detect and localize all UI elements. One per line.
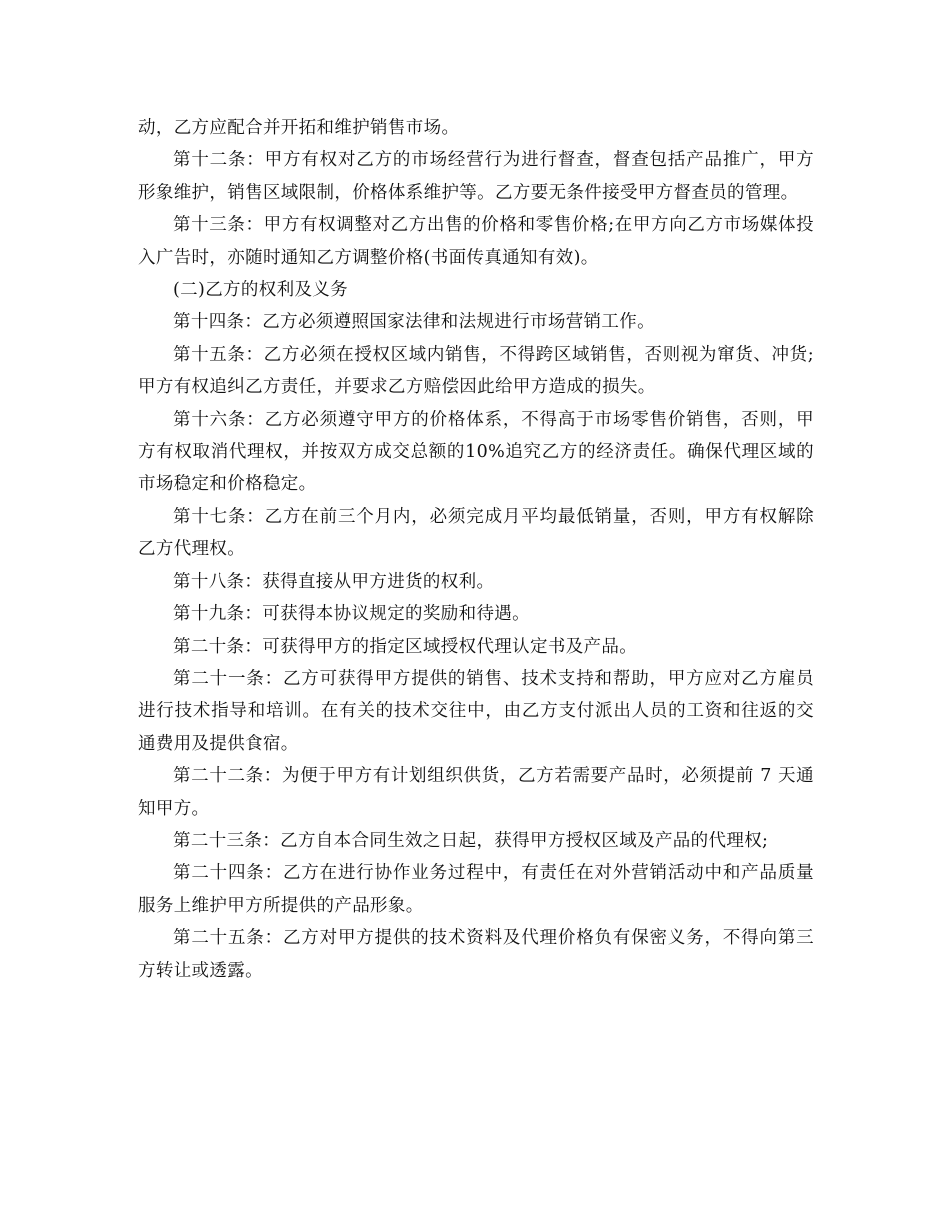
article-19: 第十九条：可获得本协议规定的奖励和待遇。 [173, 604, 530, 625]
article-25: 第二十五条：乙方对甲方提供的技术资料及代理价格负有保密义务，不得向第三方转让或透露。 [138, 928, 814, 981]
document-page [138, 112, 814, 987]
article-20: 第二十条：可获得甲方的指定区域授权代理认定书及产品。 [173, 636, 638, 657]
article-14: 第十四条：乙方必须遵照国家法律和法规进行市场营销工作。 [173, 312, 655, 333]
article-16: 第十六条：乙方必须遵守甲方的价格体系，不得高于市场零售价销售，否则，甲方有权取消代理权，并按双方成交总额的10%追究乙方的经济责任。确保代理区域的市场稳定和价格稳定。 [138, 409, 814, 495]
article-15: 第十五条：乙方必须在授权区域内销售，不得跨区域销售，否则视为窜货、冲货;甲方有权追纠乙方责任，并要求乙方赔偿因此给甲方造成的损失。 [138, 344, 814, 398]
section-heading-party-b-rights: (二)乙方的权利及义务 [173, 280, 349, 301]
article-18: 第十八条：获得直接从甲方进货的权利。 [173, 571, 495, 592]
article-22: 第二十二条：为便于甲方有计划组织供货，乙方若需要产品时，必须提前 7 天通知甲方。 [138, 766, 814, 819]
article-17: 第十七条：乙方在前三个月内，必须完成月平均最低销量，否则，甲方有权解除乙方代理权。 [138, 506, 814, 560]
article-12: 第十二条：甲方有权对乙方的市场经营行为进行督查，督查包括产品推广，甲方形象维护，销售区域限制，价格体系维护等。乙方要无条件接受甲方督查员的管理。 [138, 150, 814, 203]
paragraph-continuation: 动，乙方应配合并开拓和维护销售市场。 [138, 118, 460, 138]
article-24: 第二十四条：乙方在进行协作业务过程中，有责任在对外营销活动中和产品质量服务上维护甲方所提供的产品形象。 [138, 863, 814, 916]
article-21: 第二十一条：乙方可获得甲方提供的销售、技术支持和帮助，甲方应对乙方雇员进行技术指导和培训。在有关的技术交往中，由乙方支付派出人员的工资和往返的交通费用及提供食宿。 [138, 668, 814, 754]
article-23: 第二十三条：乙方自本合同生效之日起，获得甲方授权区域及产品的代理权; [173, 830, 769, 851]
article-13: 第十三条：甲方有权调整对乙方出售的价格和零售价格;在甲方向乙方市场媒体投入广告时，亦随时通知乙方调整价格(书面传真通知有效)。 [138, 215, 814, 268]
